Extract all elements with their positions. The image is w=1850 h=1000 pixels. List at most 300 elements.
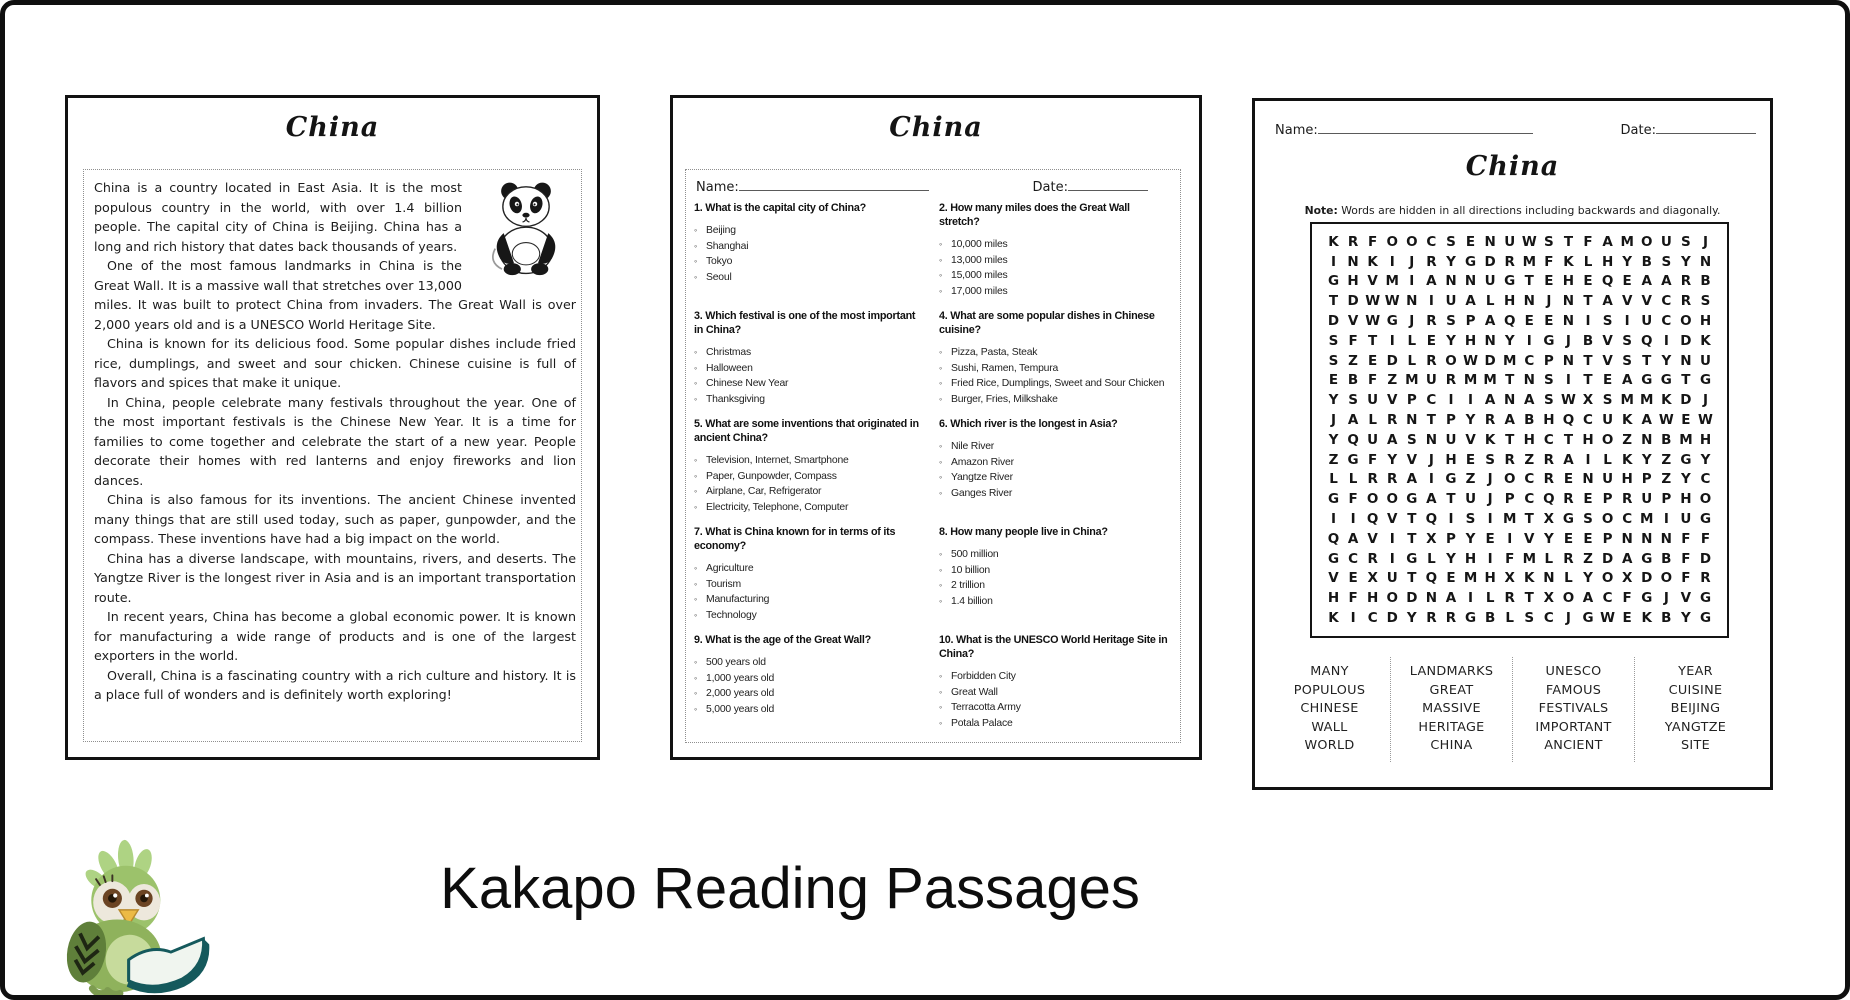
question-block <box>939 417 1170 515</box>
wordsearch-letter: U <box>1641 313 1653 330</box>
wordsearch-letter: F <box>1700 530 1711 547</box>
questions-grid <box>694 201 1170 741</box>
wordsearch-letter: I <box>1350 610 1356 627</box>
answer-option <box>939 345 1170 361</box>
wordsearch-letter: U <box>1660 233 1672 250</box>
wordsearch-letter: Y <box>1700 451 1711 468</box>
question-block <box>694 417 925 515</box>
wordsearch-letter: Y <box>1504 332 1515 349</box>
wordsearch-letter: M <box>1502 511 1517 528</box>
wordsearch-letter: C <box>1622 511 1633 528</box>
wordsearch-letter: M <box>1463 372 1478 389</box>
word-list-item: YEAR <box>1678 664 1713 679</box>
question-block <box>694 633 925 731</box>
wordsearch-letter: H <box>1543 412 1555 429</box>
wordsearch-letter: B <box>1582 332 1594 349</box>
ws-name-line <box>1318 123 1533 134</box>
word-list-column <box>1634 657 1756 762</box>
wordsearch-letter: T <box>1583 372 1593 389</box>
option-bullet-icon: ◦ <box>694 347 697 357</box>
ws-name-field <box>1275 123 1533 138</box>
options-list <box>939 237 1170 299</box>
wordsearch-letter: Y <box>1465 412 1476 429</box>
passage-paragraph: China is also famous for its inventions. The ancient Chinese invented many things that are still used today, such as paper, gunpowder, and the compass. These inventions have had a big impact on the world. <box>94 492 576 546</box>
passage-page-title: China <box>285 112 380 143</box>
option-label: 17,000 miles <box>951 285 1008 297</box>
wordsearch-letter: A <box>1347 412 1359 429</box>
wordsearch-letter: E <box>1348 570 1358 587</box>
wordsearch-letter: A <box>1602 233 1613 250</box>
word-list-item: HERITAGE <box>1418 719 1485 735</box>
wordsearch-letter: T <box>1563 431 1574 448</box>
question-block <box>939 525 1170 623</box>
wordsearch-letter: P <box>1661 491 1672 508</box>
wordsearch-letter: Y <box>1328 431 1339 448</box>
option-label: Tokyo <box>706 256 733 267</box>
questions-page-title: China <box>889 112 983 143</box>
wordsearch-letter: E <box>1583 530 1593 547</box>
option-bullet-icon: ◦ <box>694 271 697 282</box>
wordsearch-letter: C <box>1348 550 1359 567</box>
wordsearch-letter: U <box>1386 570 1398 587</box>
wordsearch-letter: G <box>1699 610 1712 627</box>
wordsearch-letter: N <box>1484 332 1496 349</box>
wordsearch-letter: H <box>1445 451 1457 468</box>
wordsearch-letter: E <box>1465 451 1476 468</box>
wordsearch-letter: R <box>1504 451 1515 468</box>
options-list <box>939 345 1170 407</box>
answer-option <box>694 239 925 255</box>
date-field <box>1033 180 1148 195</box>
wordsearch-letter: H <box>1464 332 1477 349</box>
wordsearch-letter: E <box>1544 273 1554 290</box>
wordsearch-letter: P <box>1543 352 1554 369</box>
answer-option <box>939 716 1170 732</box>
wordsearch-letter: I <box>1389 530 1395 547</box>
wordsearch-letter: I <box>1526 332 1532 349</box>
wordsearch-letter: Z <box>1622 431 1633 448</box>
option-bullet-icon: ◦ <box>939 347 942 357</box>
wordsearch-letter: T <box>1407 570 1417 587</box>
wordsearch-letter: Y <box>1583 570 1593 587</box>
wordsearch-letter: V <box>1347 313 1359 330</box>
option-bullet-icon: ◦ <box>694 393 697 404</box>
wordsearch-row <box>1325 311 1714 331</box>
wordsearch-letter: N <box>1464 273 1477 290</box>
wordsearch-letter: G <box>1699 511 1712 528</box>
wordsearch-letter: C <box>1700 471 1711 488</box>
option-label: Seoul <box>706 271 732 283</box>
wordsearch-letter: V <box>1387 392 1398 409</box>
answer-option <box>939 455 1170 471</box>
wordsearch-letter: G <box>1582 610 1594 627</box>
wordsearch-letter: D <box>1386 352 1398 369</box>
wordsearch-letter: L <box>1407 352 1417 369</box>
answer-option <box>939 439 1170 455</box>
answer-option <box>694 561 925 577</box>
answer-option <box>694 345 925 361</box>
wordsearch-row <box>1325 232 1714 252</box>
wordsearch-letter: U <box>1445 431 1457 448</box>
option-label: 500 million <box>951 549 999 560</box>
option-label: Agriculture <box>706 563 754 574</box>
answer-option <box>694 500 925 516</box>
wordsearch-letter: Y <box>1681 253 1691 270</box>
question-block <box>939 633 1170 731</box>
date-line <box>1068 180 1148 191</box>
wordsearch-letter: O <box>1562 590 1575 607</box>
wordsearch-letter: K <box>1484 431 1496 448</box>
wordsearch-letter: L <box>1583 253 1593 270</box>
wordsearch-letter: R <box>1387 412 1398 429</box>
wordsearch-letter: U <box>1602 471 1614 488</box>
wordsearch-letter: W <box>1365 293 1381 310</box>
wordsearch-letter: T <box>1681 372 1691 389</box>
wordsearch-letter: J <box>1702 392 1708 409</box>
options-list <box>694 223 925 285</box>
word-list-item: MASSIVE <box>1422 701 1481 716</box>
wordsearch-letter: M <box>1640 392 1654 409</box>
wordsearch-letter: K <box>1661 392 1672 409</box>
wordsearch-letter: I <box>1428 293 1434 310</box>
wordsearch-letter: Q <box>1543 491 1555 508</box>
wordsearch-letter: A <box>1661 273 1672 290</box>
wordsearch-letter: G <box>1504 273 1516 290</box>
wordsearch-letter: D <box>1386 610 1398 627</box>
wordsearch-letter: M <box>1640 511 1654 528</box>
option-label: Pizza, Pasta, Steak <box>951 347 1038 358</box>
wordsearch-letter: A <box>1426 273 1437 290</box>
options-list <box>939 669 1170 731</box>
wordsearch-letter: P <box>1504 491 1515 508</box>
wordsearch-letter: E <box>1485 530 1495 547</box>
name-field <box>696 180 929 195</box>
wordsearch-letter: C <box>1426 233 1437 250</box>
name-date-row <box>694 176 1170 195</box>
option-label: Potala Palace <box>951 717 1013 729</box>
option-label: Terracotta Army <box>951 702 1021 713</box>
wordsearch-letter: I <box>1389 332 1395 349</box>
date-label: Date: <box>1032 180 1068 195</box>
wordsearch-letter: U <box>1504 233 1516 250</box>
word-list-item: GREAT <box>1429 682 1474 698</box>
wordsearch-letter: M <box>1620 392 1634 409</box>
wordsearch-letter: S <box>1622 332 1633 349</box>
wordsearch-letter: E <box>1328 372 1339 389</box>
option-bullet-icon: ◦ <box>694 594 697 604</box>
option-label: Burger, Fries, Milkshake <box>951 393 1058 405</box>
wordsearch-letter: G <box>1386 313 1398 330</box>
wordsearch-row <box>1325 470 1714 490</box>
wordsearch-letter: F <box>1368 233 1378 250</box>
option-label: Christmas <box>706 347 751 358</box>
wordsearch-letter: S <box>1602 313 1613 330</box>
wordsearch-letter: H <box>1621 471 1633 488</box>
option-bullet-icon: ◦ <box>939 441 942 451</box>
question-block <box>694 309 925 407</box>
word-list-item: ANCIENT <box>1544 738 1603 753</box>
wordsearch-letter: P <box>1446 530 1456 547</box>
wordsearch-letter: W <box>1384 293 1400 310</box>
options-list <box>694 655 925 717</box>
wordsearch-letter: E <box>1465 233 1476 250</box>
word-list-item: MANY <box>1310 664 1349 679</box>
question-text: 1. What is the capital city of China? <box>694 202 866 214</box>
wordsearch-letter: U <box>1367 392 1379 409</box>
wordsearch-letter: S <box>1446 313 1456 330</box>
options-list <box>939 547 1170 609</box>
wordsearch-page-title: China <box>1465 151 1560 182</box>
option-bullet-icon: ◦ <box>939 254 942 265</box>
wordsearch-letter: A <box>1563 451 1574 468</box>
answer-option <box>939 547 1170 563</box>
wordsearch-letter: B <box>1641 253 1652 270</box>
wordsearch-letter: I <box>1468 590 1474 607</box>
passage-paragraph: One of the most famous landmarks in China is the Great Wall. It is a massive wall that stretches over 13,000 miles. It was built to protect China from invaders. The Great Wall is over 2,000 years old and is a UNESCO World Heritage Site. <box>94 258 576 332</box>
word-list-item: SITE <box>1681 738 1710 753</box>
wordsearch-letter: I <box>1487 511 1493 528</box>
option-bullet-icon: ◦ <box>694 240 697 251</box>
option-label: Manufacturing <box>706 594 770 605</box>
panda-icon <box>476 180 576 276</box>
wordsearch-letter: I <box>1487 550 1493 567</box>
answer-option <box>939 392 1170 408</box>
option-label: Shanghai <box>706 240 749 252</box>
wordsearch-letter: N <box>1621 530 1633 547</box>
options-list <box>939 439 1170 501</box>
wordsearch-letter: Z <box>1583 550 1593 567</box>
wordsearch-letter: A <box>1387 431 1398 448</box>
wordsearch-letter: G <box>1465 253 1477 270</box>
option-label: Paper, Gunpowder, Compass <box>706 470 837 482</box>
wordsearch-letter: U <box>1700 352 1711 369</box>
option-label: Tourism <box>706 578 741 590</box>
wordsearch-letter: F <box>1348 491 1358 508</box>
option-label: 5,000 years old <box>706 703 775 715</box>
wordsearch-letter: F <box>1348 590 1358 607</box>
wordsearch-letter: Q <box>1562 412 1575 429</box>
wordsearch-letter: T <box>1583 293 1593 310</box>
wordsearch-letter: Z <box>1661 471 1672 488</box>
wordsearch-letter: X <box>1582 392 1594 409</box>
wordsearch-letter: H <box>1484 570 1496 587</box>
wordsearch-letter: V <box>1602 352 1613 369</box>
wordsearch-letter: A <box>1426 491 1437 508</box>
answer-option <box>694 469 925 485</box>
wordsearch-letter: O <box>1601 511 1614 528</box>
wordsearch-letter: J <box>1409 253 1415 270</box>
wordsearch-note <box>1255 204 1770 217</box>
answer-option <box>939 685 1170 701</box>
option-label: Yangtze River <box>951 472 1013 483</box>
wordsearch-letter: B <box>1700 273 1711 290</box>
wordsearch-page <box>1252 98 1773 790</box>
option-label: Electricity, Telephone, Computer <box>706 501 849 513</box>
question-text: 6. Which river is the longest in Asia? <box>939 418 1118 430</box>
wordsearch-letter: H <box>1367 590 1379 607</box>
wordsearch-letter: G <box>1327 491 1340 508</box>
option-bullet-icon: ◦ <box>694 578 697 589</box>
answer-option <box>939 361 1170 377</box>
wordsearch-letter: U <box>1641 491 1653 508</box>
passage-paragraph: In China, people celebrate many festivals throughout the year. One of the most important festivals is the Chinese New Year. It is a time for families to come together and celebrate the start of a new year. People decorate their homes with red lanterns and enjoy fireworks and lion dances. <box>94 394 576 488</box>
wordsearch-letter: N <box>1641 431 1653 448</box>
word-list-item: FAMOUS <box>1545 682 1602 698</box>
wordsearch-letter: K <box>1328 610 1339 627</box>
word-list <box>1269 657 1756 762</box>
option-label: 500 years old <box>706 657 766 668</box>
wordsearch-letter: J <box>1487 491 1493 508</box>
answer-option <box>694 671 925 687</box>
wordsearch-letter: B <box>1661 431 1672 448</box>
option-label: Television, Internet, Smartphone <box>706 455 849 466</box>
wordsearch-letter: N <box>1543 570 1555 587</box>
wordsearch-letter: H <box>1680 491 1692 508</box>
wordsearch-row <box>1325 272 1714 292</box>
wordsearch-row <box>1325 588 1714 608</box>
option-bullet-icon: ◦ <box>939 702 942 712</box>
word-list-item: BEIJING <box>1670 701 1721 716</box>
wordsearch-letter: L <box>1348 471 1358 488</box>
wordsearch-letter: R <box>1445 610 1457 627</box>
option-label: 13,000 miles <box>951 254 1008 266</box>
word-list-item: YANGTZE <box>1664 719 1727 735</box>
wordsearch-letter: S <box>1622 352 1633 369</box>
wordsearch-letter: Z <box>1661 451 1672 468</box>
passage-paragraph: Overall, China is a fascinating country with a rich culture and history. It is a place full of wonders and is definitely worth exploring! <box>94 667 576 702</box>
ws-date-field <box>1621 123 1756 138</box>
wordsearch-letter: S <box>1485 451 1495 468</box>
wordsearch-letter: B <box>1524 412 1535 429</box>
wordsearch-letter: G <box>1641 590 1653 607</box>
wordsearch-letter: F <box>1622 590 1632 607</box>
wordsearch-letter: Y <box>1446 253 1456 270</box>
wordsearch-letter: N <box>1425 590 1438 607</box>
wordsearch-letter: M <box>1483 372 1497 389</box>
wordsearch-letter: G <box>1465 610 1477 627</box>
option-label: Nile River <box>951 441 995 452</box>
word-list-column <box>1269 657 1390 762</box>
wordsearch-letter: G <box>1680 451 1692 468</box>
wordsearch-letter: P <box>1446 412 1456 429</box>
wordsearch-letter: T <box>1563 233 1574 250</box>
wordsearch-letter: H <box>1464 550 1477 567</box>
wordsearch-letter: R <box>1426 313 1437 330</box>
wordsearch-letter: A <box>1621 550 1633 567</box>
wordsearch-letter: T <box>1524 511 1534 528</box>
word-list-item: LANDMARKS <box>1409 664 1494 679</box>
option-label: 2,000 years old <box>706 688 775 699</box>
wordsearch-letter: D <box>1347 293 1359 310</box>
wordsearch-letter: J <box>1565 332 1571 349</box>
wordsearch-letter: Y <box>1446 332 1456 349</box>
wordsearch-letter: S <box>1446 233 1456 250</box>
wordsearch-letter: N <box>1699 253 1712 270</box>
question-text: 9. What is the age of the Great Wall? <box>694 634 871 646</box>
word-list-item: CHINA <box>1430 738 1473 753</box>
wordsearch-letter: K <box>1367 253 1378 270</box>
wordsearch-letter: V <box>1367 530 1378 547</box>
option-label: Sushi, Ramen, Tempura <box>951 362 1059 374</box>
wordsearch-letter: O <box>1386 233 1398 250</box>
wordsearch-letter: S <box>1543 372 1554 389</box>
wordsearch-letter: S <box>1681 233 1691 250</box>
wordsearch-letter: Y <box>1446 550 1456 567</box>
wordsearch-letter: R <box>1700 570 1711 587</box>
wordsearch-letter: G <box>1543 332 1555 349</box>
answer-option <box>939 486 1170 502</box>
wordsearch-letter: D <box>1406 590 1418 607</box>
wordsearch-letter: W <box>1463 352 1478 369</box>
wordsearch-letter: S <box>1524 610 1535 627</box>
wordsearch-letter: D <box>1699 550 1712 567</box>
question-text: 5. What are some inventions that originated in ancient China? <box>694 418 919 444</box>
wordsearch-letter: J <box>1428 451 1434 468</box>
option-bullet-icon: ◦ <box>694 703 697 714</box>
wordsearch-letter: I <box>1389 253 1395 270</box>
wordsearch-letter: V <box>1602 332 1613 349</box>
wordsearch-letter: V <box>1367 273 1378 290</box>
wordsearch-letter: T <box>1426 412 1436 429</box>
answer-option <box>694 686 925 702</box>
option-label: Amazon River <box>951 456 1014 468</box>
wordsearch-letter: J <box>1702 233 1708 250</box>
wordsearch-letter: B <box>1347 372 1359 389</box>
wordsearch-letter: N <box>1680 352 1692 369</box>
wordsearch-letter: O <box>1660 570 1673 587</box>
wordsearch-letter: N <box>1504 392 1516 409</box>
wordsearch-letter: V <box>1680 590 1692 607</box>
wordsearch-letter: Z <box>1387 372 1398 389</box>
answer-option <box>939 700 1170 716</box>
wordsearch-letter: H <box>1327 590 1340 607</box>
option-label: Technology <box>706 609 757 621</box>
wordsearch-letter: M <box>1405 372 1419 389</box>
wordsearch-letter: C <box>1602 590 1613 607</box>
answer-option <box>939 578 1170 594</box>
answer-option <box>694 655 925 671</box>
wordsearch-letter: S <box>1465 511 1476 528</box>
wordsearch-letter: F <box>1681 550 1691 567</box>
option-label: Chinese New Year <box>706 378 789 389</box>
option-bullet-icon: ◦ <box>694 362 697 373</box>
wordsearch-letter: Z <box>1465 471 1476 488</box>
wordsearch-letter: F <box>1583 233 1593 250</box>
wordsearch-letter: G <box>1406 550 1418 567</box>
wordsearch-letter: N <box>1406 412 1418 429</box>
wordsearch-letter: S <box>1583 511 1593 528</box>
wordsearch-letter: N <box>1425 431 1438 448</box>
wordsearch-letter: A <box>1621 372 1633 389</box>
wordsearch-row <box>1325 291 1714 311</box>
question-text: 3. Which festival is one of the most important in China? <box>694 310 916 336</box>
answer-option <box>694 223 925 239</box>
word-list-item: WORLD <box>1304 738 1355 753</box>
question-text: 10. What is the UNESCO World Heritage Site in China? <box>939 634 1168 660</box>
wordsearch-letter: E <box>1524 313 1534 330</box>
wordsearch-letter: E <box>1426 332 1436 349</box>
wordsearch-letter: N <box>1406 293 1418 310</box>
wordsearch-letter: R <box>1426 352 1437 369</box>
option-bullet-icon: ◦ <box>939 239 942 249</box>
option-bullet-icon: ◦ <box>939 472 942 482</box>
wordsearch-letter: F <box>1368 372 1378 389</box>
wordsearch-letter: W <box>1560 392 1576 409</box>
wordsearch-letter: W <box>1698 412 1713 429</box>
word-list-item: FESTIVALS <box>1538 701 1609 716</box>
option-bullet-icon: ◦ <box>939 595 942 606</box>
wordsearch-letter: C <box>1583 412 1593 429</box>
